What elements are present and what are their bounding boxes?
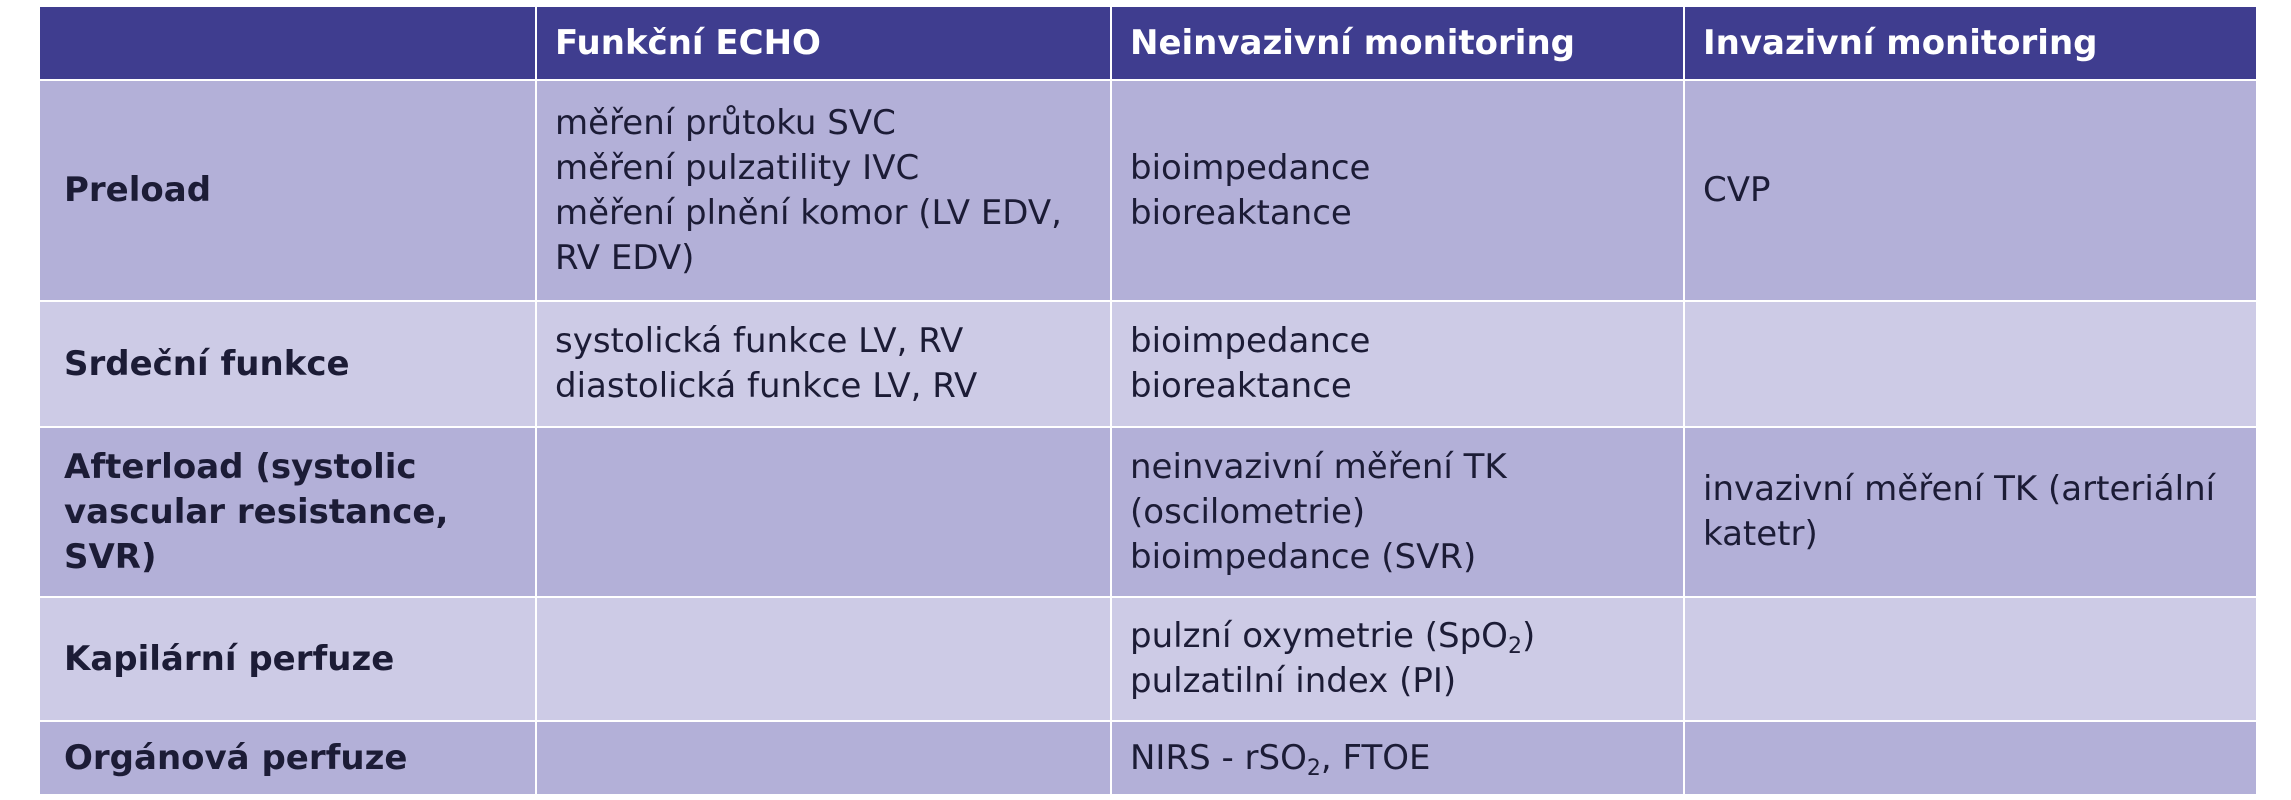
text-after: , FTOE	[1320, 737, 1431, 778]
row-label-preload: Preload	[39, 80, 536, 301]
row-label-capillary-perfusion: Kapilární perfuze	[39, 597, 536, 721]
cell-invasive-afterload	[1684, 427, 2257, 597]
cell-invasive-preload	[1684, 80, 2257, 301]
cell-line: systolická funkce LV, RV	[555, 321, 964, 361]
cell-echo-organ	[536, 721, 1111, 795]
text-before: pulzní oxymetrie (SpO	[1130, 616, 1508, 656]
subscript: 2	[1507, 634, 1522, 659]
header-echo: Funkční ECHO	[536, 6, 1111, 80]
cell-line: RV EDV)	[555, 237, 695, 278]
cell-noninvasive-organ	[1111, 721, 1684, 795]
cell-line: diastolická funkce LV, RV	[555, 366, 978, 406]
cell-line: (oscilometrie)	[1130, 491, 1366, 532]
cell-echo-preload	[536, 80, 1111, 301]
row-cardiac-function	[39, 301, 2257, 427]
cell-noninvasive-capillary	[1111, 597, 1684, 721]
row-preload	[39, 80, 2257, 301]
row-label-line: Afterload (systolic	[64, 446, 417, 487]
row-label-afterload	[39, 427, 536, 597]
header-noninvasive: Neinvazivní monitoring	[1111, 6, 1684, 80]
cell-line: katetr)	[1703, 514, 1818, 554]
cell-line: neinvazivní měření TK	[1130, 446, 1507, 487]
cell-line: bioimpedance	[1130, 147, 1371, 188]
cell-echo-cardiac	[536, 301, 1111, 427]
monitoring-table	[38, 5, 2258, 796]
cell-noninvasive-cardiac	[1111, 301, 1684, 427]
cell-line: měření průtoku SVC	[555, 102, 896, 143]
row-label-line: SVR)	[64, 536, 157, 577]
cell-line: invazivní měření TK (arteriální	[1703, 469, 2216, 509]
cell-line: měření pulzatility IVC	[555, 147, 920, 188]
row-label-cardiac-function: Srdeční funkce	[39, 301, 536, 427]
cell-line: bioimpedance (SVR)	[1130, 536, 1477, 577]
header-empty	[39, 6, 536, 80]
cell-echo-afterload	[536, 427, 1111, 597]
cell-line: CVP	[1703, 170, 1771, 210]
cell-noninvasive-afterload	[1111, 427, 1684, 597]
cell-echo-capillary	[536, 597, 1111, 721]
text-after: )	[1521, 616, 1536, 656]
cell-invasive-cardiac	[1684, 301, 2257, 427]
header-invasive: Invazivní monitoring	[1684, 6, 2257, 80]
cell-line: bioreaktance	[1130, 192, 1352, 233]
cell-invasive-organ	[1684, 721, 2257, 795]
cell-line: pulzatilní index (PI)	[1130, 661, 1457, 701]
cell-line: bioimpedance	[1130, 321, 1371, 361]
row-label-line: vascular resistance,	[64, 491, 449, 532]
cell-line-rso2	[1130, 736, 1665, 781]
row-organ-perfusion	[39, 721, 2257, 795]
row-afterload	[39, 427, 2257, 597]
row-capillary-perfusion	[39, 597, 2257, 721]
cell-line: bioreaktance	[1130, 366, 1352, 406]
header-row	[39, 6, 2257, 80]
cell-noninvasive-preload	[1111, 80, 1684, 301]
cell-invasive-capillary	[1684, 597, 2257, 721]
subscript: 2	[1306, 755, 1321, 781]
cell-line: měření plnění komor (LV EDV,	[555, 192, 1062, 233]
text-before: NIRS - rSO	[1130, 737, 1307, 778]
row-label-organ-perfusion: Orgánová perfuze	[39, 721, 536, 795]
cell-line-spo2	[1130, 614, 1665, 659]
